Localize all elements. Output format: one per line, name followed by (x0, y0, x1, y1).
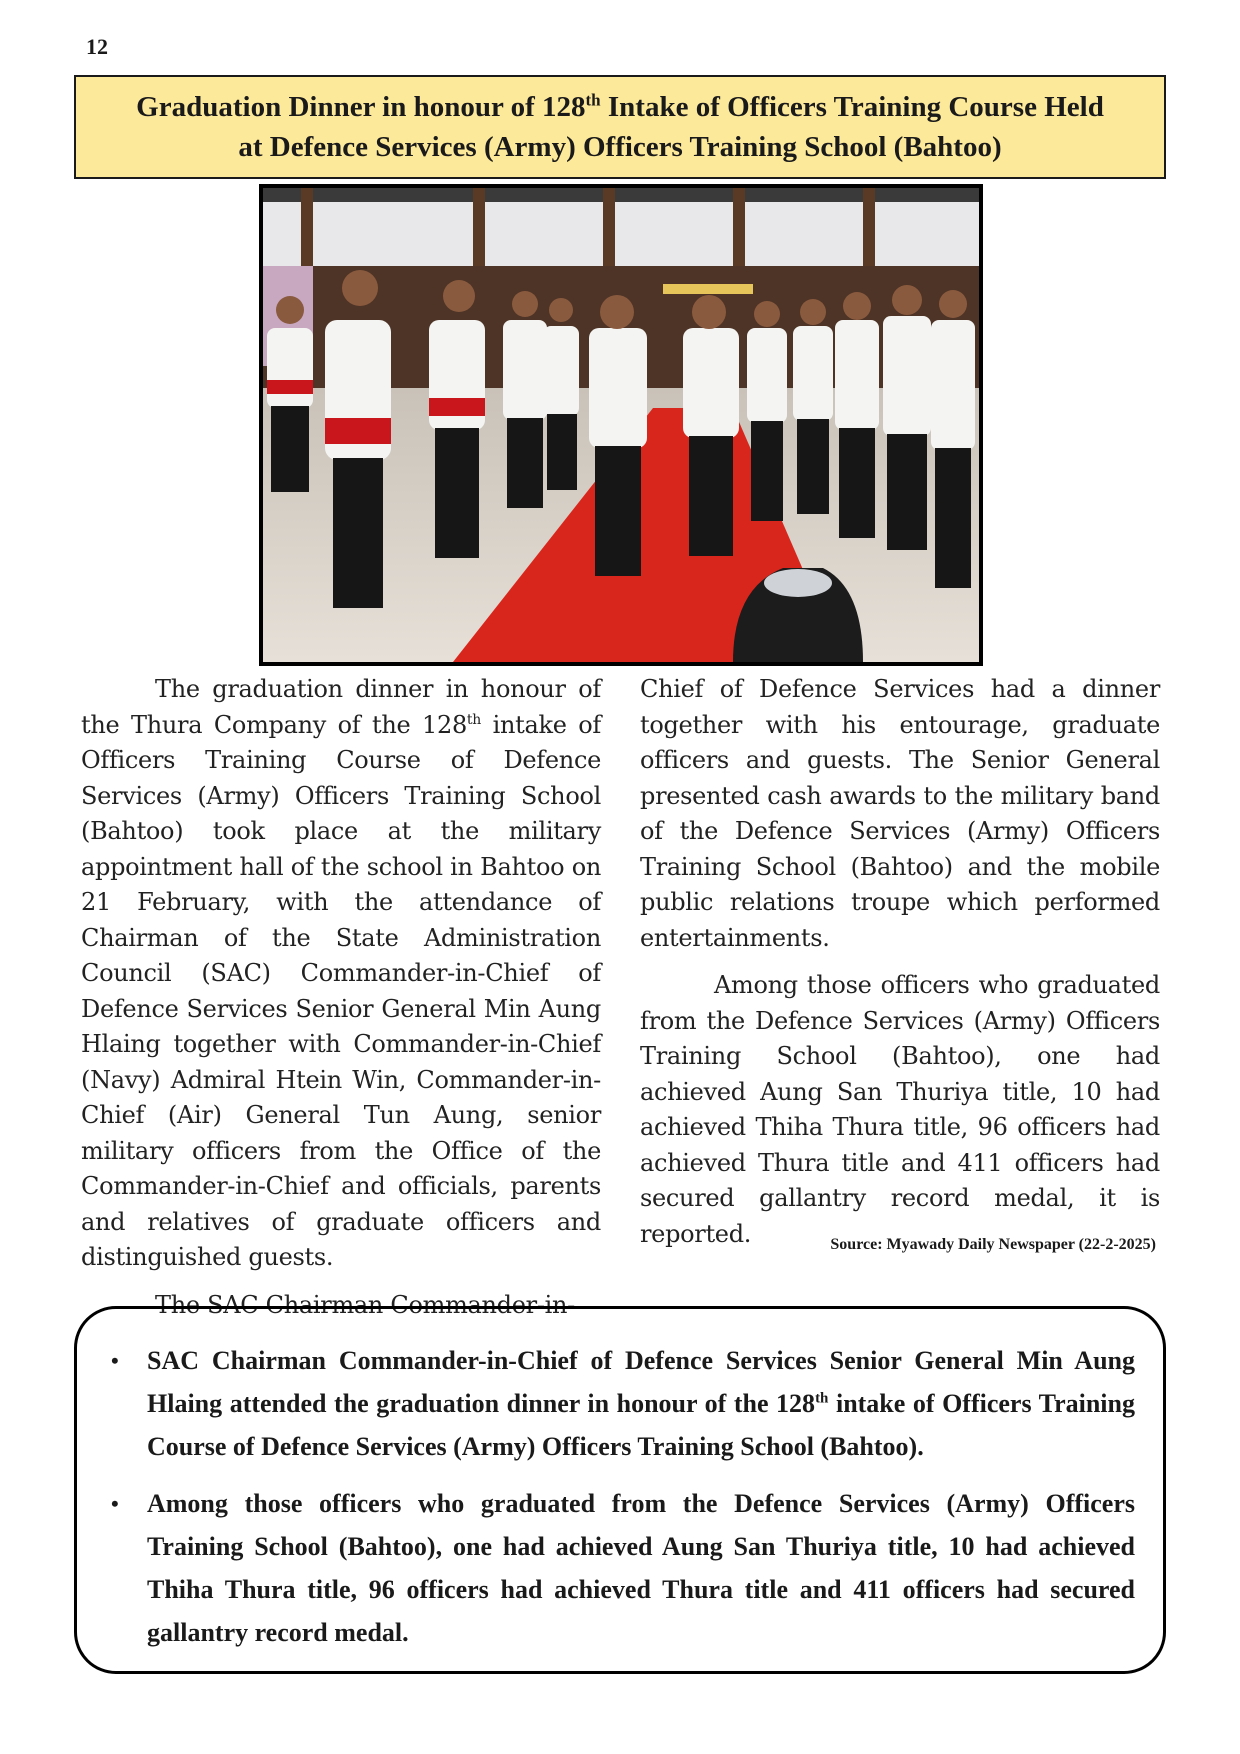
article-paragraph-3: Among those officers who graduated from the Defence Services (Army) Officers Training School (Bahtoo), one had achieved Aung San Thuriya title, 10 had achieved Thiha Thura title, 96 officers had achieved Thura title and 411 officers had secured gallantry record medal, it is reported. (640, 971, 1160, 1248)
headline-line-2: at Defence Services (Army) Officers Training School (Bahtoo) (238, 131, 1002, 163)
summary-list (105, 1339, 1135, 1654)
bullet-icon: • (111, 1348, 119, 1373)
bullet-icon: • (111, 1491, 119, 1516)
article-paragraph-1: The graduation dinner in honour of the Thura Company of the 128th intake of Officers Training Course of Defence Services (Army) Officers Training School (Bahtoo) took place at the military appointment hall of the school in Bahtoo on 21 February, with the attendance of Chairman of the State Administration Council (SAC) Commander-in-Chief of Defence Services Senior General Min Aung Hlaing together with Commander-in-Chief (Navy) Admiral Htein Win, Commander-in-Chief (Air) General Tun Aung, senior military officers from the Office of the Commander-in-Chief and officials, parents and relatives of graduate officers and distinguished guests. (81, 675, 601, 1271)
summary-item: • Among those officers who graduated from the Defence Services (Army) Officers Training School (Bahtoo), one had achieved Aung San Thuriya title, 10 had achieved Thiha Thura title, 96 officers had achieved Thura title and 411 officers had secured gallantry record medal. (105, 1482, 1135, 1654)
article-column-right (640, 672, 1160, 1264)
headline-line-1: Graduation Dinner in honour of 128th Intake of Officers Training Course Held (136, 90, 1104, 123)
page-number: 12 (86, 34, 108, 59)
source-credit: Source: Myawady Daily Newspaper (22-2-2025) (830, 1236, 1156, 1253)
photo-illustration (263, 188, 979, 662)
article-paragraph-2-continued: Chief of Defence Services had a dinner together with his entourage, graduate officers and guests. The Senior General presented cash awards to the military band of the Defence Services (Army) Officers Training School (Bahtoo) and the mobile public relations troupe which performed entertainments. (640, 675, 1160, 952)
article-paragraph-2-start: The SAC Chairman Commander-in- (155, 1290, 575, 1319)
headline-box (74, 75, 1166, 179)
graduation-dinner-photo (259, 184, 983, 666)
article-column-left (81, 672, 601, 1335)
summary-item: • SAC Chairman Commander-in-Chief of Defence Services Senior General Min Aung Hlaing attended the graduation dinner in honour of the 128th intake of Officers Training Course of Defence Services (Army) Officers Training School (Bahtoo). (105, 1339, 1135, 1468)
summary-box (74, 1306, 1166, 1674)
